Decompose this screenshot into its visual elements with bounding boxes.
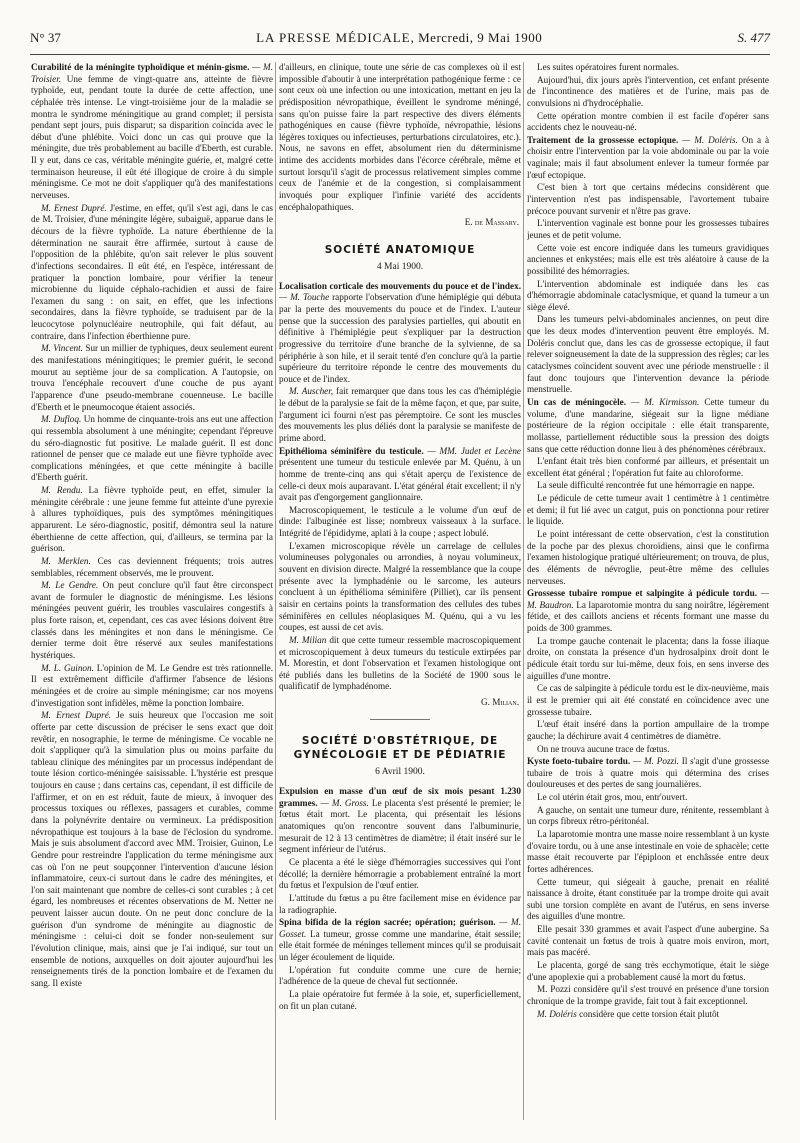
- author: — M. Troisier.: [31, 62, 273, 84]
- author: — M. Doléris.: [682, 134, 738, 145]
- paragraph: [527, 397, 769, 455]
- paragraph-text: L'intervention vaginale est bonne pour les grossesses tubaires jeunes et de petit volume.: [527, 218, 769, 240]
- paragraph: [527, 744, 769, 756]
- paragraph: [279, 893, 521, 916]
- separator: [370, 719, 430, 720]
- paragraph: [31, 62, 273, 202]
- paragraph-text: M. Pozzi considère qu'il s'est trouvé en présence d'une torsion chronique de la trompe gravide, fait tout à fait exceptionnel.: [527, 984, 769, 1006]
- author: M. Rendu.: [41, 485, 83, 496]
- paragraph-text: dit que cette tumeur ressemble macroscopiquement et microscopiquement à deux tumeurs du testicule extirpées par M. Morestin, et dont l'observation et l'examen histologique ont été publiés dans les bulletins de la Société de 1900 sous le qualificatif de lymphadénome.: [279, 634, 521, 692]
- paragraph-text: Une femme de vingt-quatre ans, atteinte de fièvre typhoïde, eut, pendant toute la durée de cette affection, une céphalée très intense. Le vingt-troisième jour de la maladie se montra le syndrome méningitique au grand complet; il persista pendant sept jours, puis disparut; sa disparition coïncida avec le début d'une phlébite. Voici donc un cas qui prouve que la méningite, due très probablement au bacille d'Eberth, est curable. Il y eut, dans ce cas, véritable méningite guérie, et, malgré cette terminaison heureuse, il eût été illogique de croire à du simple méningisme. Ce mot ne doit s'appliquer qu'à des manifestations nerveuses.: [31, 73, 273, 201]
- paragraph-text: La laparotomie montra une masse noire ressemblant à un kyste d'ovaire tordu, ou à une anse intestinale en voie de sphacèle; cette masse était recouverte par l'épiploon et enchâssée entre deux fortes adhérences.: [527, 829, 769, 874]
- author: — M. Gross.: [320, 797, 369, 808]
- section-heading: SOCIÉTÉ ANATOMIQUE: [324, 243, 476, 256]
- paragraph: [31, 556, 273, 579]
- article-title: Kyste foeto-tubaire tordu.: [527, 756, 631, 767]
- paragraph-text: Un homme de cinquante-trois ans eut une affection qui ressembla absolument à une méningite; cependant l'épreuve du séro-diagnostic fut positive. Le malade guérit. Il est donc rationnel de penser que ce malade eut une fièvre typhoïde avec complications méningées, et que cette méningite à bacille d'Eberth guérit.: [31, 414, 273, 483]
- author: M. Doléris: [537, 1008, 577, 1019]
- column-rule: [275, 62, 276, 1120]
- paragraph-text: L'attitude du fœtus a pu être facilement mise en évidence par la radiographie.: [279, 892, 521, 915]
- paragraph: [31, 203, 273, 343]
- paragraph: [527, 960, 769, 983]
- author: — M. Touche: [279, 292, 330, 303]
- author: M. Vincent.: [41, 343, 83, 354]
- author: — M. Kirmisson.: [631, 396, 700, 407]
- paragraph-text: L'opération fut conduite comme une cure de hernie; l'adhérence de la queue de cheval fut sectionnée.: [279, 964, 521, 987]
- paragraph-text: A gauche, on sentait une tumeur dure, rénitente, ressemblant à un corps fibreux rétro-péritonéal.: [527, 804, 769, 827]
- paragraph: [527, 636, 769, 683]
- author: — M. Baudron.: [527, 588, 769, 610]
- paragraph-text: Le point intéressant de cette observation, c'est la constitution de la poche par des plexus choroïdiens, ainsi que le confirma l'examen histologique pratiqué ultérieurement; on trouva, de plus, des éléments de névroglie, peut-être même des cellules nerveuses.: [527, 528, 769, 586]
- article-title: Un cas de méningocèle.: [527, 396, 627, 407]
- paragraph-text: Il s'agit d'une grossesse tubaire de trois à quatre mois qui détermina des crises douloureuses et des pertes de sang journalières.: [527, 756, 769, 790]
- paragraph: [279, 635, 521, 693]
- issue-date: , Mercredi, 9 Mai 1900: [410, 30, 543, 45]
- article-title: Grossesse tubaire rompue et salpingite à pédicule tordu.: [527, 588, 758, 599]
- article-title: Expulsion en masse d'un œuf de six mois pesant 1.230 grammes.: [279, 786, 521, 808]
- column-1: [31, 62, 273, 1120]
- paragraph-text: Elle pesait 330 grammes et avait l'aspect d'une aubergine. Sa cavité contenait un fœtus de trois à quatre mois environ, mort, mais pas macéré.: [527, 924, 769, 958]
- paragraph-text: Sur un millier de typhiques, deux seulement eurent des manifestations méningitiques; le premier guérit, le second mourut au septième jour de sa complication. A l'autopsie, on trouva l'encéphale recouvert d'une couche de pus ayant l'apparence d'une pseudo-membrane couenneuse. Le bacille d'Eberth et le pneumocoque étaient associés.: [31, 343, 273, 412]
- author: — MM. Judet et Lecène: [427, 445, 521, 456]
- paragraph-text: présentent une tumeur du testicule enlevée par M. Quénu, à un homme de trente-cinq ans qui s'était aperçu de l'existence de celle-ci deux mois auparavant. L'état général était excellent; il n'y avait pas d'engorgement ganglionnaire.: [279, 457, 521, 503]
- article-title: Epithélioma séminifère du testicule.: [279, 445, 424, 456]
- author: M. Dufloq.: [41, 414, 82, 425]
- paragraph-text: Je suis heureux que l'occasion me soit offerte par cette discussion de préciser le sens exact que doit revêtir, en nosographie, le terme de méningisme. Ce vocable ne doit s'appliquer qu'à la simulation plus ou moins parfaite du tableau clinique des méningites par un processus indépendant de toute lésion cortico-méningée saisissable. L'hystérie est presque toujours en cause ; dans certains cas, cependant, il est difficile de l'affirmer, et on en est réduit, faute de mieux, à invoquer des processus toxiques ou réflexes, passagers et curables, comme dans la polynévrite dentaire ou vermineux. La prédisposition névropathique est toujours à la base de l'éclosion du syndrome. Mais je suis absolument d'accord avec MM. Troisier, Guinon, Le Gendre pour restreindre l'application du terme méningisme aux cas où l'on ne peut soupçonner l'intervention d'aucune lésion inflammatoire, ceux-ci surtout dans le cadre des méningites, et l'on sait maintenant que nombre de celles-ci sont curables ; à cet égard, les nombreuses et récentes observations de M. Netter ne peuvent laisser aucun doute. On ne peut donc conclure de la guérison d'un syndrome de méningite au diagnostic de méningisme : celui-ci doit se fonder non-seulement sur l'évolution clinique, mais, ainsi que je l'ai indiqué, sur tout un ensemble de notions, auxquelles on doit ajouter aujourd'hui les renseignements tirés de la ponction lombaire et de l'examen du sang. Il existe: [31, 710, 273, 988]
- paragraph: [527, 529, 769, 587]
- paragraph-text: Dans les tumeurs pelvi-abdominales anciennes, on peut dire que les deux modes d'intervention peuvent être employés. M. Doléris conclut que, dans les cas de grossesse ectopique, il faut relever soigneusement la date de la suppression des règles; car les cataclysmes coïncident souvent avec une période menstruelle : il faut donc toujours que l'intervention devance la période menstruelle.: [527, 314, 769, 395]
- paragraph-text: d'ailleurs, en clinique, toute une série de cas complexes où il est impossible d'aboutir à une interprétation pathogénique ferme : ce sont ceux où une infection ou une intoxication, mettant en jeu la prédisposition névropathique, éveillent le syndrome méningé, sans qu'on puisse faire la part respective des divers éléments pathogéniques en cause (fièvre typhoïde, névropathie, lésions légères toxiques ou infectieuses, perturbations circulatoires, etc.). Nous, ne savons en effet, absolument rien du déterminisme intime des accidents morbides dans l'écorce cérébrale, même et surtout lorsqu'il s'agit de processus relativement simples comme ceux de l'anémie et de la congestion, si complaisamment invoqués pour expliquer l'infinie variété des accidents encéphalopathiques.: [279, 62, 521, 212]
- column-rule: [523, 62, 524, 1120]
- paragraph: [527, 182, 769, 217]
- paragraph: [527, 218, 769, 241]
- paragraph-text: Les suites opératoires furent normales.: [537, 62, 680, 72]
- author: M. Milian: [289, 634, 327, 645]
- paragraph: [527, 111, 769, 134]
- article-title: Spina bifida de la région sacrée; opération; guérison.: [279, 917, 496, 928]
- page-header: [30, 30, 770, 55]
- paragraph-text: Cette voie est encore indiquée dans les tumeurs gravidiques anciennes et enkystées; mais elle est très aléatoire à cause de la possibilité des hémorragies.: [527, 242, 769, 276]
- paragraph-text: Cette tumeur du volume, d'une mandarine, siégeait sur la ligne médiane postérieure de la région occipitale : elle était transparente, mollasse, partiellement réductible sous la pression des doigts sans que cette réduction donne lieu à des phénomènes cérébraux.: [527, 396, 769, 454]
- section-date: 6 Avril 1900.: [375, 767, 425, 778]
- paragraph: [527, 683, 769, 718]
- paragraph: [527, 792, 769, 804]
- author: M. L. Guinon.: [41, 662, 94, 673]
- issue-number: N° 37: [30, 30, 61, 45]
- paragraph: [279, 62, 521, 213]
- paragraph: [527, 62, 769, 74]
- article-title: Traitement de la grossesse ectopique.: [527, 134, 679, 145]
- author: M. Merklen.: [41, 555, 91, 566]
- paragraph-text: J'estime, en effet, qu'il s'est agi, dans le cas de M. Troisier, d'une méningite légère, subaiguë, apparue dans le décours de la fièvre typhoïde. La nature éberthienne de la détermination ne saurait être affirmée, surtout à cause de l'opposition de la phlébite, qu'on sait relever le plus souvent d'infections secondaires. Il eût été, en l'espèce, intéressant de pratiquer la ponction lombaire, pour vérifier la teneur microbienne du liquide céphalo-rachidien et aussi de faire l'examen du sang : on sait, en effet, que les infections secondaires, dans la fièvre typhoïde, se traduisent par de la leucocytose polynucléaire neutrophile, qui fait défaut, au contraire, dans l'infection éberthienne pure.: [31, 202, 273, 341]
- column-2: [279, 62, 521, 1120]
- signature: G. Milian.: [480, 697, 519, 708]
- paragraph: [279, 989, 521, 1012]
- paragraph: [279, 281, 521, 386]
- paragraph: [527, 314, 769, 395]
- paragraph: [31, 485, 273, 555]
- paragraph-text: considère que cette torsion était plutôt: [579, 1008, 720, 1019]
- author: M. Auscher,: [289, 386, 334, 397]
- section-heading: SOCIÉTÉ D'OBSTÉTRIQUE, DE GYNÉCOLOGIE ET DE PÉDIATRIE: [293, 734, 507, 762]
- author: M. Ernest Dupré.: [41, 202, 107, 213]
- paragraph-text: L'examen microscopique révèle un carrelage de cellules volumineuses polygonales ou arrondies, à noyau volumineux, souvent en division directe. Malgré la ressemblance que la coupe présente avec la lymphadénie ou le sarcome, les auteurs concluent à un épithélioma séminifère (Pilliet), car ils pensent saisir en certains points la transformation des cellules des tubes séminifères en cellules néoplasiques M. Quénu, qui a vu les coupes, est aussi de cet avis.: [279, 540, 521, 633]
- paragraph-text: La trompe gauche contenait le placenta; dans la fosse iliaque droite, on constata la présence d'un hydrosalpinx droit dont le pédicule était tordu sur lui-même, deux fois, en sens inverse des aiguilles d'une montre.: [527, 635, 769, 681]
- paragraph: [279, 857, 521, 892]
- paragraph: [527, 756, 769, 791]
- paragraph: [279, 965, 521, 988]
- paragraph-text: La seule difficulté rencontrée fut une hémorragie en nappe.: [537, 480, 755, 491]
- paragraph-text: Cette tumeur, qui siégeait à gauche, prenait en réalité naissance à droite, étant constituée par la trompe droite qui avait subi une torsion complète en avant de l'utérus, en sens inverse des aiguilles d'une montre.: [527, 876, 769, 922]
- paragraph: [31, 580, 273, 661]
- paragraph: [279, 786, 521, 856]
- paragraph: [279, 386, 521, 444]
- paragraph: [279, 505, 521, 540]
- paragraph-text: Le placenta, gorgé de sang très ecchymotique, était le siège d'une apoplexie qui a probablement causé la mort du fœtus.: [527, 960, 769, 982]
- journal-name: LA PRESSE MÉDICALE: [256, 30, 411, 45]
- paragraph-text: C'est bien à tort que certains médecins considèrent que l'intervention n'est pas indispensable, l'avortement tubaire précoce pouvant survenir et n'être pas grave.: [527, 182, 769, 216]
- paragraph-text: Ces cas deviennent fréquents; trois autres semblables, récemment observés, me le prouvent.: [31, 555, 273, 578]
- paragraph: [279, 541, 521, 634]
- paragraph: [31, 343, 273, 413]
- article-title: Localisation corticale des mouvements du pouce et de l'index.: [279, 280, 521, 291]
- paragraph-text: rapporte l'observation d'une hémiplégie qui débuta par la perte des mouvements du pouce et de l'index. L'auteur pense que la succession des paralysies partielles, qui aboutit en définitive à l'hémiplégie peut s'expliquer par la destruction progressive du territoire d'une branche de la sylvienne, de sa périphérie à son hile, et il serait tenté d'en conclure qu'à la partie supérieure du territoire réponde le centre des mouvements du pouce et de l'index.: [279, 292, 521, 384]
- signature: E. de Massary.: [464, 217, 519, 228]
- paragraph: [527, 75, 769, 110]
- paragraph: [527, 135, 769, 182]
- page-number: S. 477: [737, 30, 770, 45]
- paragraph: [31, 710, 273, 989]
- paragraph: [527, 1009, 769, 1021]
- journal-title: [256, 30, 542, 46]
- paragraph-text: L'œuf était inséré dans la portion ampullaire de la trompe gauche; la déchirure avait 4 centimètres de diamètre.: [527, 719, 769, 741]
- paragraph: [527, 877, 769, 924]
- paragraph-text: L'opinion de M. Le Gendre est très rationnelle. Il est extrêmement difficile d'affirmer l'absence de lésions méningées et de croire au simple méningisme; car nos moyens d'investigation sont infidèles, même la ponction lombaire.: [31, 662, 273, 708]
- paragraph: [527, 719, 769, 742]
- section-date: 4 Mai 1900.: [376, 261, 424, 272]
- paragraph: [527, 924, 769, 959]
- article-title: Curabilité de la méningite typhoïdique et ménin-gisme.: [31, 62, 250, 72]
- paragraph-text: Le pédicule de cette tumeur avait 1 centimètre à 1 centimètre et demi; il fut lié avec un catgut, puis on ponctionna pour retirer le liquide.: [527, 493, 769, 527]
- paragraph-text: On ne trouva aucune trace de fœtus.: [537, 743, 670, 754]
- paragraph-text: Ce cas de salpingite à pédicule tordu est le dix-neuvième, mais il est le premier qui ait été constaté en coïncidence avec une grossesse tubaire.: [527, 683, 769, 717]
- paragraph: [527, 243, 769, 278]
- paragraph: [279, 446, 521, 504]
- paragraph-text: Macroscopiquement, le testicule a le volume d'un œuf de dinde: l'albuginée est lisse; nombreux vaisseaux à la surface. Intégrité de l'épididyme, aplati à la coupe ; aspect lobulé.: [279, 504, 521, 539]
- paragraph: [31, 663, 273, 710]
- column-3: [527, 62, 769, 1120]
- paragraph: [527, 279, 769, 314]
- paragraph-text: fait remarquer que dans tous les cas d'hémiplégie le début de la paralysie se fait de la même façon, et que, par suite, l'argument ici fourni n'est pas péremptoire. Ce sont les muscles des mouvements les plus déliés dont la paralysie se manifeste de prime abord.: [279, 386, 521, 443]
- paragraph-text: Le col utérin était gros, mou, entr'ouvert.: [537, 792, 688, 803]
- paragraph-text: La laparotomie montra du sang noirâtre, légèrement fétide, et des caillots anciens et récents formant une masse du poids de 300 grammes.: [527, 599, 769, 634]
- paragraph: [527, 480, 769, 492]
- paragraph-text: L'enfant était très bien conformé par ailleurs, et présentait un excellent état général ; l'opération fut faite au chloroforme.: [527, 456, 769, 478]
- paragraph: [279, 917, 521, 964]
- paragraph-text: Le placenta s'est présenté le premier; le fœtus était mort. Le placenta, qui présentait les lésions anatomiques qu'on rencontre souvent dans l'albuminurie, mesurait de 12 à 13 centimètres de diamètre; il était inséré sur le segment inférieur de l'utérus.: [279, 797, 521, 855]
- paragraph-text: La fièvre typhoïde peut, en effet, simuler la méningite cérébrale : une jeune femme fut atteinte d'une pyrexie à allures typhoïdiques, puis des symptômes méningitiques apparurent. Le séro-diagnostic, positif, démontra seul la nature éberthienne de cette affection, qui, d'ailleurs, se termina par la guérison.: [31, 485, 273, 554]
- paragraph: [527, 805, 769, 828]
- author: M. Le Gendre.: [41, 580, 99, 591]
- paragraph-text: Aujourd'hui, dix jours après l'intervention, cet enfant présente de l'incontinence des matières et de l'urine, mais pas de convulsions ni d'hydrocéphalie.: [527, 74, 769, 108]
- paragraph-text: On a à choisir entre l'intervention par la voie abdominale ou par la voie vaginale; mais il faut absolument enlever la tumeur formée par l'œuf ectopique.: [527, 134, 769, 180]
- paragraph-text: La plaie opératoire fut fermée à la soie, et, superficiellement, on fit un plan cutané.: [279, 989, 521, 1011]
- paragraph-text: La tumeur, grosse comme une mandarine, était sessile; elle était formée de méninges tellement minces qu'il se produisait un léger écoulement de liquide.: [279, 928, 521, 963]
- paragraph-text: Cette opération montre combien il est facile d'opérer sans accidents chez le nouveau-né.: [527, 110, 769, 133]
- paragraph: [527, 456, 769, 479]
- paragraph: [527, 984, 769, 1007]
- paragraph: [31, 414, 273, 484]
- paragraph-text: Ce placenta a été le siège d'hémorragies successives qui l'ont décollé; la dernière hémorragie a probablement entraîné la mort du fœtus et l'expulsion de l'œuf entier.: [279, 856, 521, 891]
- author: — M. Gosset.: [279, 917, 521, 939]
- paragraph-text: L'intervention abdominale est indiquée dans les cas d'hémorragie abdominale cataclysmique, et quand la tumeur a un siège élevé.: [527, 278, 769, 312]
- paragraph: [527, 493, 769, 528]
- paragraph: [527, 829, 769, 876]
- paragraph: [527, 588, 769, 635]
- author: — M. Pozzi.: [633, 756, 679, 767]
- paragraph-text: On peut conclure qu'il faut être circonspect avant de formuler le diagnostic de méningisme. Les lésions méningées peuvent guérir, les troubles vasculaires congestifs à plus forte raison, et, cependant, ces cas avec lésions doivent être classés dans les méningites et non dans le méningisme. Ce dernier terme doit être réservé aux seules manifestations hystériques.: [31, 580, 273, 661]
- author: M. Ernest Dupré.: [41, 710, 112, 721]
